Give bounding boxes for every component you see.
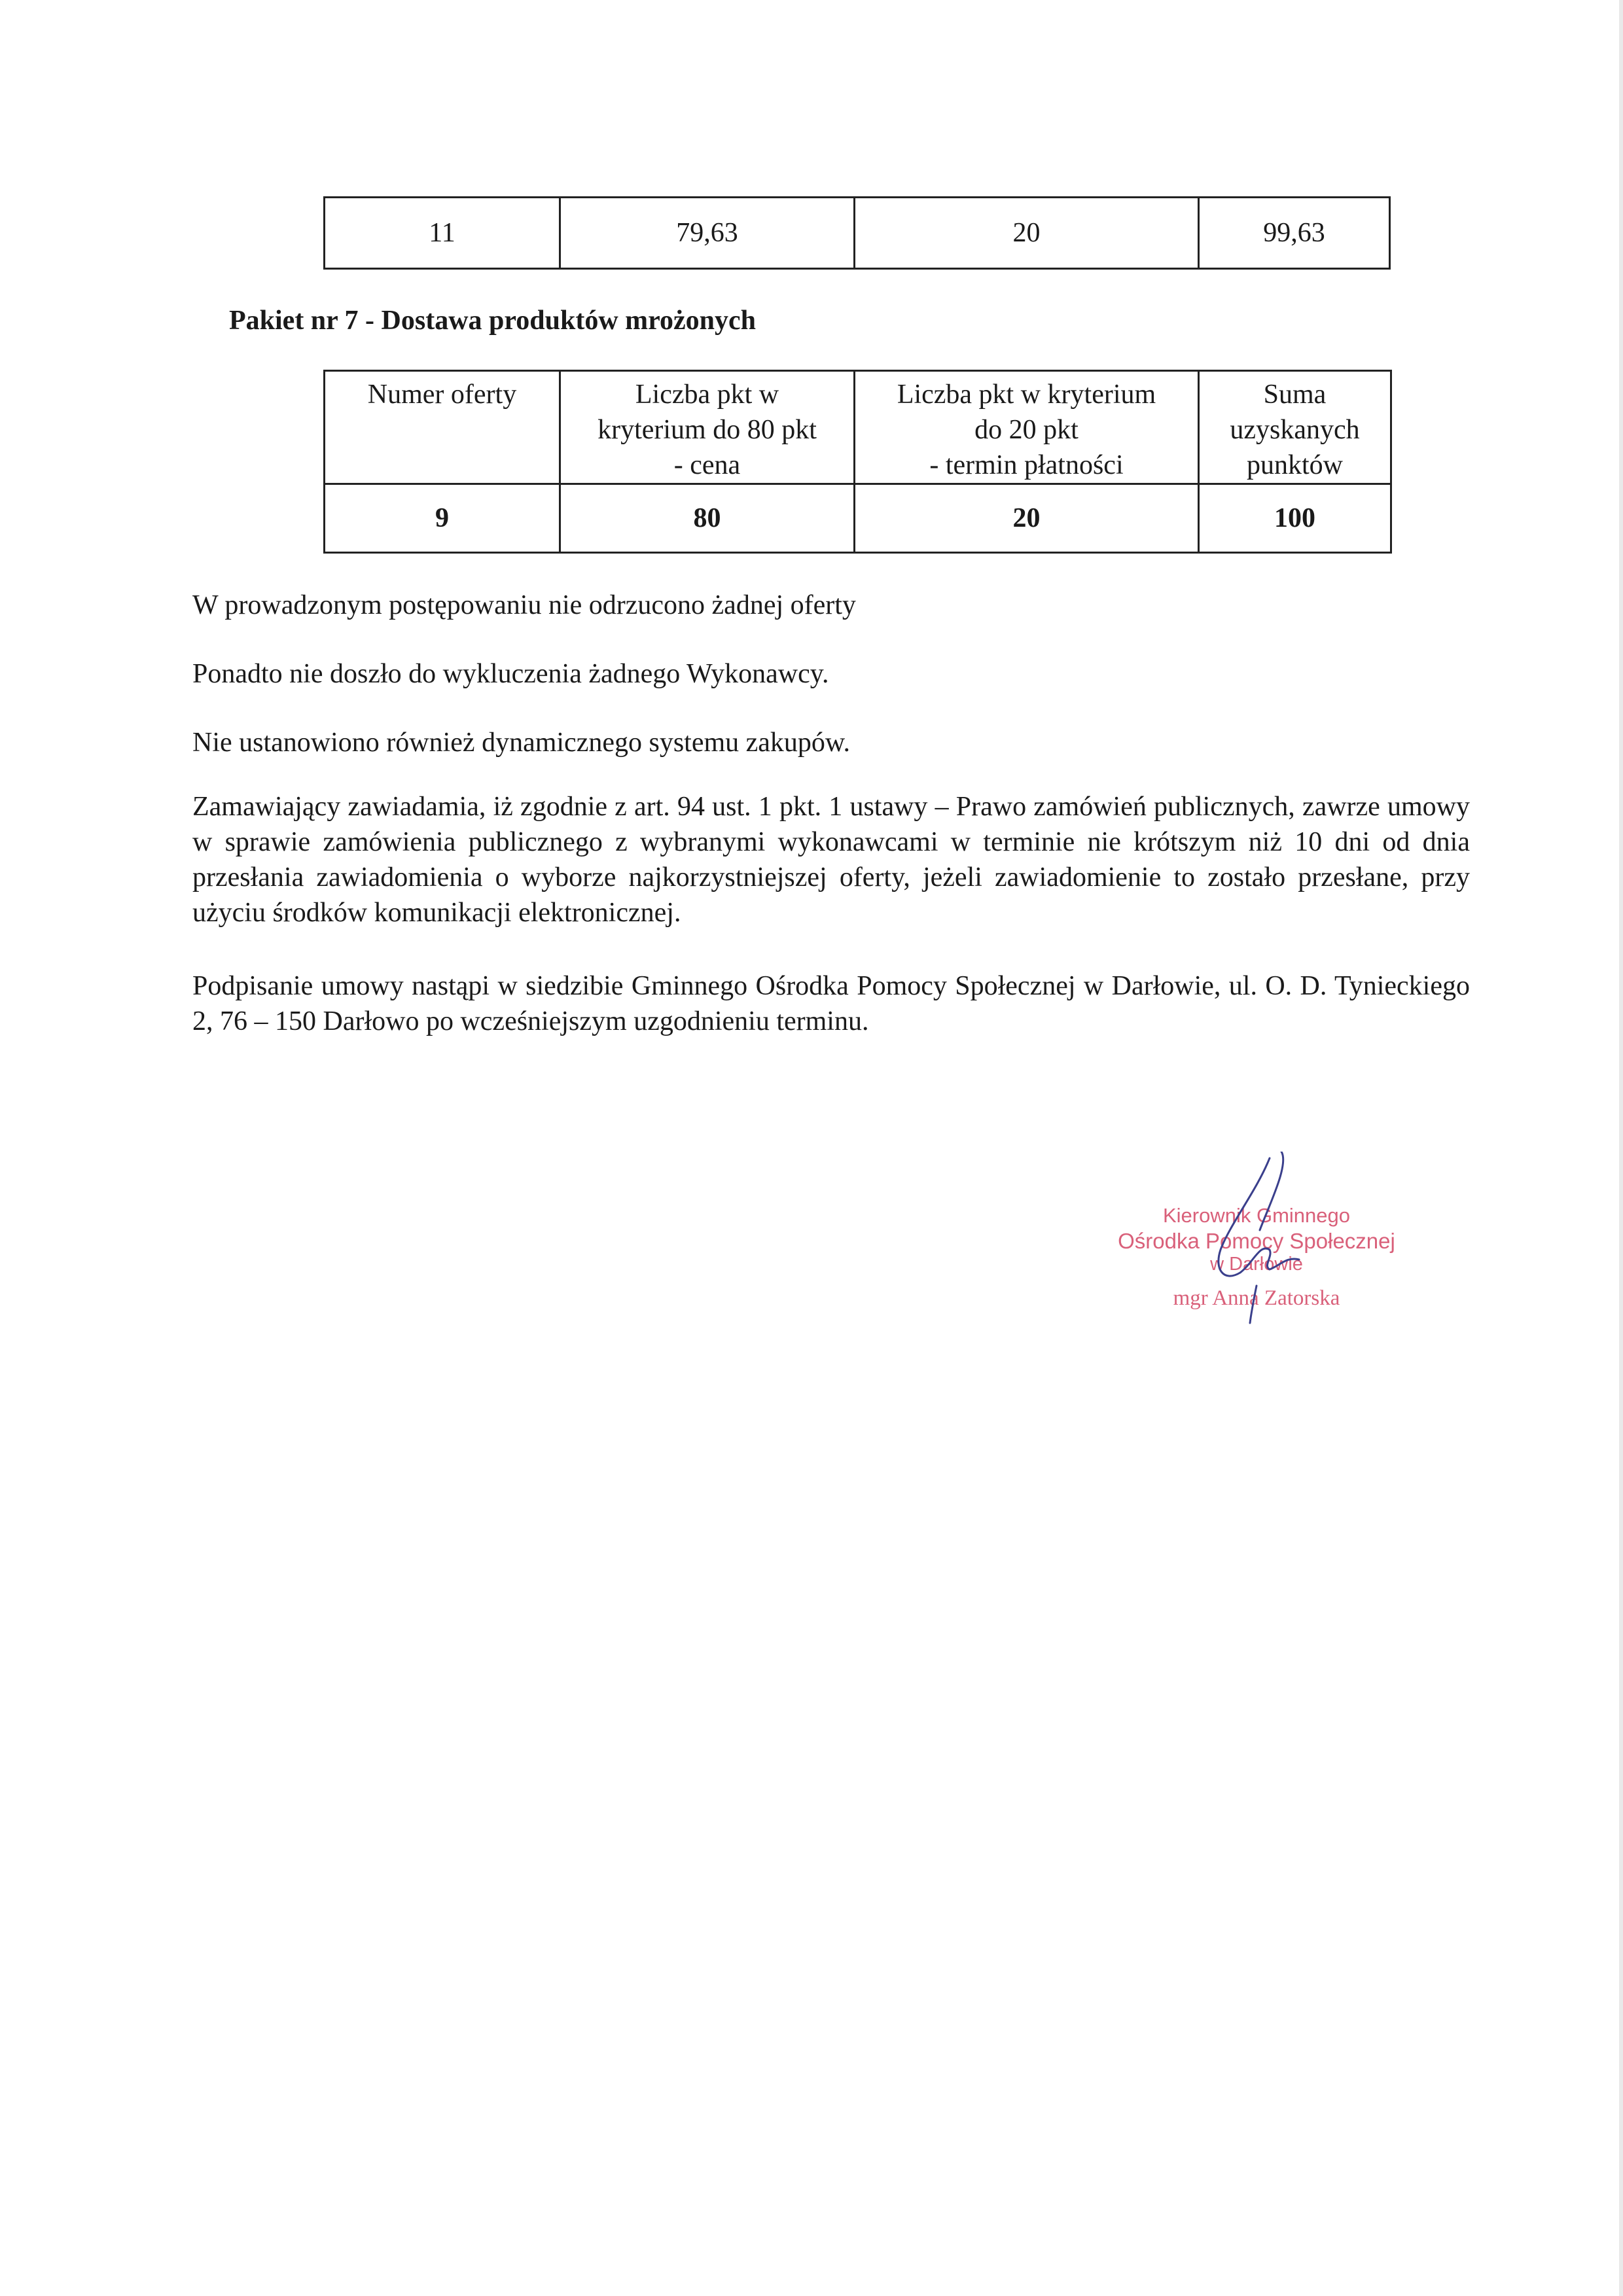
page-edge — [1619, 0, 1623, 2296]
package-7-table — [323, 370, 1392, 554]
table-cell-payment-points: 20 — [855, 198, 1199, 269]
stamp-line-title: Kierownik Gminnego — [1162, 1204, 1351, 1227]
header-line: - termin płatności — [929, 450, 1124, 480]
header-line: kryterium do 80 pkt — [597, 415, 817, 445]
paragraph-no-dynamic-system: Nie ustanowiono również dynamicznego systemu zakupów. — [192, 728, 851, 758]
paragraph-no-rejections: W prowadzonym postępowaniu nie odrzucono żadnej oferty — [192, 590, 856, 620]
header-price-criterion — [560, 371, 855, 484]
handwritten-signature — [1073, 1152, 1440, 1335]
header-line: Liczba pkt w kryterium — [897, 380, 1156, 410]
header-line: punktów — [1247, 450, 1343, 480]
table-header-row — [325, 371, 1391, 484]
table-cell-price-points: 80 — [560, 484, 855, 553]
table-cell-total-points: 99,63 — [1199, 198, 1390, 269]
table-cell-price-points: 79,63 — [560, 198, 855, 269]
header-line: do 20 pkt — [974, 415, 1079, 445]
header-line: uzyskanych — [1230, 415, 1360, 445]
table-cell-offer-number: 11 — [325, 198, 560, 269]
stamp-line-location: w Darłowie — [1210, 1254, 1303, 1275]
official-stamp — [1073, 1152, 1440, 1335]
header-line: Numer oferty — [367, 380, 517, 410]
paragraph-notification: Zamawiający zawiadamia, iż zgodnie z art. 94 ust. 1 pkt. 1 ustawy – Prawo zamówień publicznych, zawrze umowy w sprawie zamówienia publicznego z wybranymi wykonawcami w terminie nie krótszym niż 10 dni od dnia przesłania zawiadomienia o wyborze najkorzystniejszej oferty, jeżeli zawiadomienie to zostało przesłane, przy użyciu środków komunikacji elektronicznej. — [192, 792, 1470, 928]
paragraph-no-exclusions: Ponadto nie doszło do wykluczenia żadnego Wykonawcy. — [192, 659, 829, 689]
stamp-line-office: Ośrodka Pomocy Społecznej — [1118, 1229, 1395, 1253]
table-row — [325, 198, 1390, 269]
header-total-points — [1199, 371, 1391, 484]
table-cell-total-points: 100 — [1199, 484, 1391, 553]
previous-package-table — [323, 196, 1391, 270]
table-cell-offer-number: 9 — [325, 484, 560, 553]
paragraph-contract-signing: Podpisanie umowy nastąpi w siedzibie Gminnego Ośrodka Pomocy Społecznej w Darłowie, ul. O. D. Tynieckiego 2, 76 – 150 Darłowo po wcześniejszym uzgodnieniu terminu. — [192, 971, 1470, 1036]
table-row — [325, 484, 1391, 553]
stamp-line-name: mgr Anna Zatorska — [1173, 1286, 1340, 1310]
header-payment-criterion — [855, 371, 1199, 484]
header-line: Suma — [1263, 380, 1327, 410]
table-cell-payment-points: 20 — [855, 484, 1199, 553]
package-7-heading: Pakiet nr 7 - Dostawa produktów mrożonych — [229, 306, 757, 336]
header-line: Liczba pkt w — [635, 380, 779, 410]
header-offer-number — [325, 371, 560, 484]
header-line: - cena — [673, 450, 741, 480]
